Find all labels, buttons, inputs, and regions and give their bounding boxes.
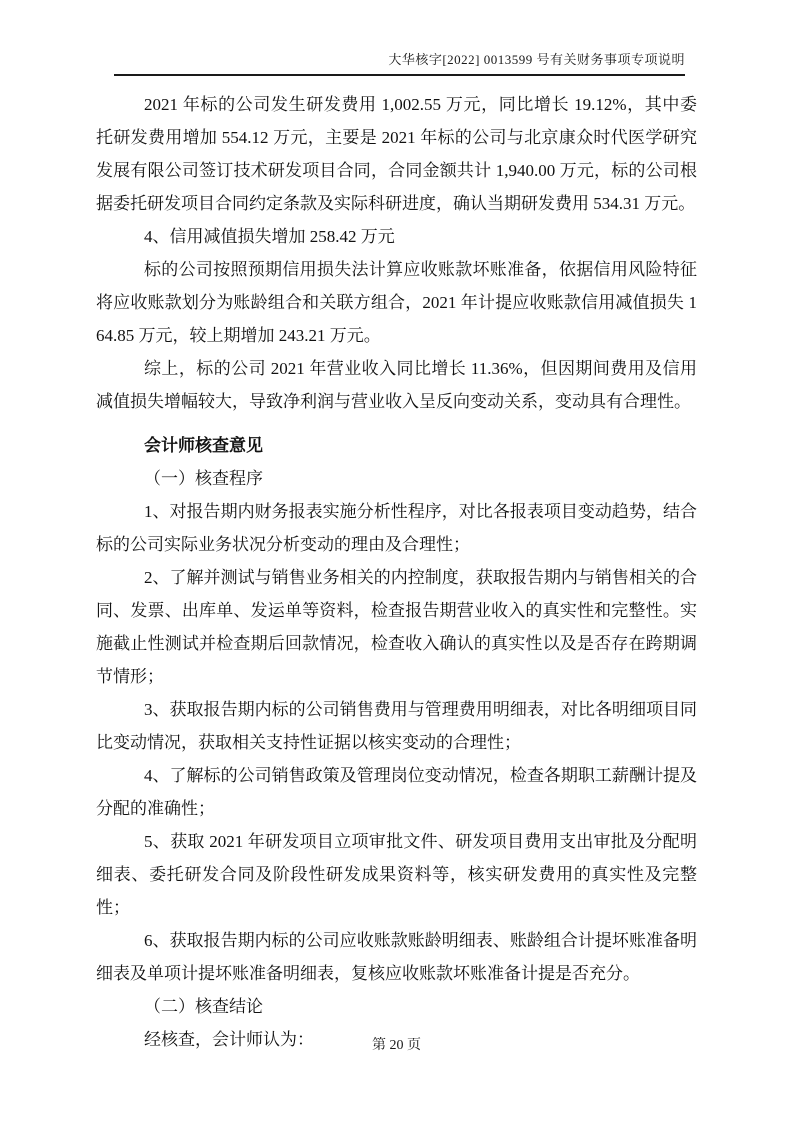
document-body [96,88,697,1056]
procedure-item-1: 1、对报告期内财务报表实施分析性程序，对比各报表项目变动趋势，结合标的公司实际业务状况分析变动的理由及合理性； [96,502,697,554]
section-heading-auditor-opinion: 会计师核查意见 [144,436,263,455]
header-title: 大华核字[2022] 0013599 号有关财务事项专项说明 [388,52,685,67]
paragraph-credit-loss-title: 4、信用减值损失增加 258.42 万元 [144,227,395,246]
subsection-verification-conclusion: （二）核查结论 [144,997,263,1016]
paragraph-rd-expense: 2021 年标的公司发生研发费用 1,002.55 万元，同比增长 19.12%，其中委托研发费用增加 554.12 万元，主要是 2021 年标的公司与北京康众时代医学研究发展有限公司签订技术研发项目合同，合同金额共计 1,940.00 万元，标的公司根据委托研发项目合同约定条款及实际科研进度，确认当期研发费用 534.31 万元。 [96,95,697,213]
subsection-verification-procedures: （一）核查程序 [144,469,263,488]
procedure-item-4: 4、了解标的公司销售政策及管理岗位变动情况，检查各期职工薪酬计提及分配的准确性； [96,766,697,818]
procedure-item-6: 6、获取报告期内标的公司应收账款账龄明细表、账龄组合计提坏账准备明细表及单项计提坏账准备明细表，复核应收账款坏账准备计提是否充分。 [96,931,697,983]
paragraph-summary: 综上，标的公司 2021 年营业收入同比增长 11.36%，但因期间费用及信用减值损失增幅较大，导致净利润与营业收入呈反向变动关系，变动具有合理性。 [96,359,697,411]
page-header [114,50,685,76]
procedure-item-5: 5、获取 2021 年研发项目立项审批文件、研发项目费用支出审批及分配明细表、委托研发合同及阶段性研发成果资料等，核实研发费用的真实性及完整性； [96,832,697,917]
paragraph-credit-loss-detail: 标的公司按照预期信用损失法计算应收账款坏账准备，依据信用风险特征将应收账款划分为账龄组合和关联方组合，2021 年计提应收账款信用减值损失 164.85 万元，较上期增加 243.21 万元。 [96,260,697,345]
paragraph-conclusion-lead: 经核查，会计师认为： [144,1030,314,1049]
page-number: 第 20 页 [372,1038,421,1053]
procedure-item-2: 2、了解并测试与销售业务相关的内控制度，获取报告期内与销售相关的合同、发票、出库单、发运单等资料，检查报告期营业收入的真实性和完整性。实施截止性测试并检查期后回款情况，检查收入确认的真实性以及是否存在跨期调节情形； [96,568,697,686]
procedure-item-3: 3、获取报告期内标的公司销售费用与管理费用明细表，对比各明细项目同比变动情况，获取相关支持性证据以核实变动的合理性； [96,700,697,752]
page-footer [0,1036,793,1056]
